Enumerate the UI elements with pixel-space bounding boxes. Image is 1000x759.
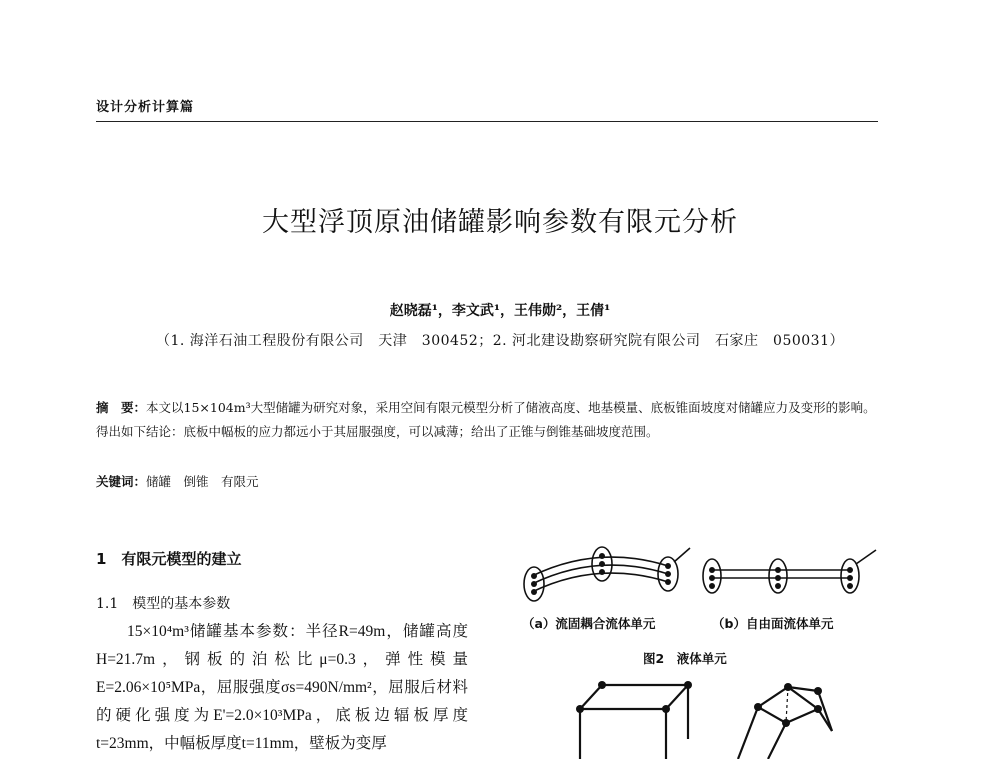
section-heading-1: 1 有限元模型的建立 [96,550,242,568]
abstract-label: 摘 要： [96,400,147,415]
header-rule [96,121,878,122]
figure-2a-caption: （a）流固耦合流体单元 [522,616,656,631]
figure-2b-caption: （b）自由面流体单元 [712,616,834,631]
affiliations: （1. 海洋石油工程股份有限公司 天津 300452；2. 河北建设勘察研究院有限公司 石家庄 050031） [156,333,844,349]
abstract-text: 本文以15×104m³大型储罐为研究对象，采用空间有限元模型分析了储液高度、地基模量、底板锥面坡度对储罐应力及变形的影响。得出如下结论：底板中幅板的应力都远小于其屈服强度，可以减薄；给出了正锥与倒锥基础坡度范围。 [96,400,876,439]
figure-2b-free-surface-element [700,540,880,620]
figure-element-cube [570,679,710,759]
abstract [96,396,882,444]
author-list: 赵晓磊¹，李文武¹，王伟勋²，王倩¹ [389,303,611,319]
body-paragraph: 15×10⁴m³储罐基本参数：半径R=49m，储罐高度H=21.7m，钢板的泊松比μ=0.3，弹性模量E=2.06×10⁵MPa，屈服强度σs=490N/mm²，屈服后材料的硬化强度为E'=2.0×10³MPa，底板边辐板厚度t=23mm，中幅板厚度t=11mm，壁板为变厚 [96,623,468,752]
paper-title: 大型浮顶原油储罐影响参数有限元分析 [262,207,738,238]
figure-element-distorted [728,679,838,759]
keywords-text: 储罐 倒锥 有限元 [146,474,259,489]
figure-2-title: 图2 液体单元 [643,651,727,666]
keywords-label: 关键词： [96,474,147,489]
figure-2a-fluid-structure-element [518,540,688,620]
running-header: 设计分析计算篇 [96,100,195,115]
keywords [96,472,882,490]
section-heading-1-1: 1.1 模型的基本参数 [96,596,231,612]
